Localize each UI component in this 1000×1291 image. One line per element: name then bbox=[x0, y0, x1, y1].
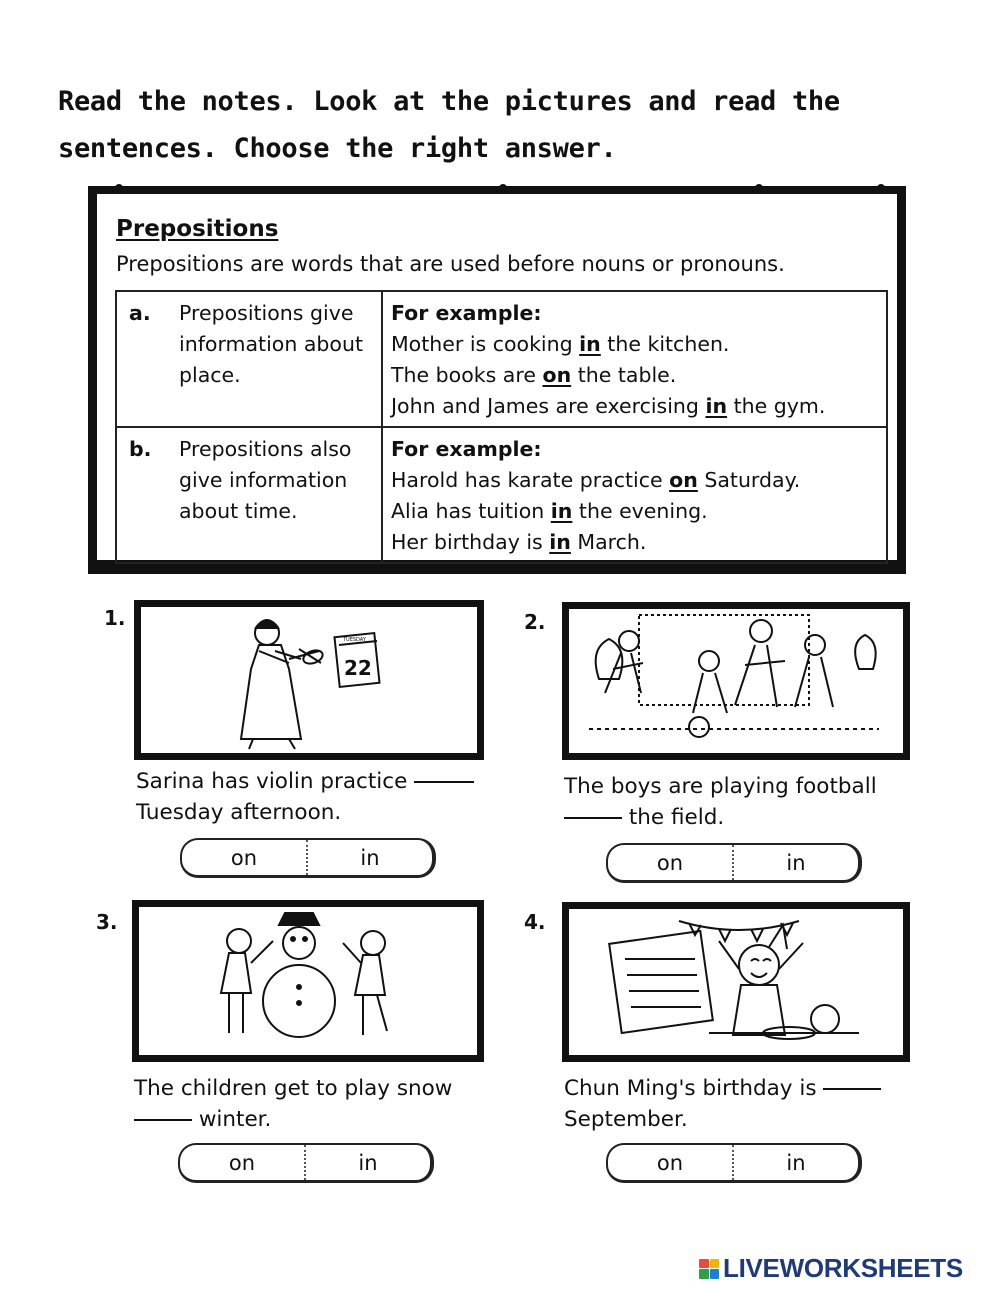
exercise-2-sentence bbox=[564, 771, 904, 833]
exercise-1-sentence bbox=[136, 766, 474, 828]
birthday-boy-illustration bbox=[569, 909, 903, 1055]
exercise-3-number: 3. bbox=[96, 910, 118, 934]
notes-title: Prepositions bbox=[116, 216, 279, 242]
example-heading: For example: bbox=[391, 437, 542, 461]
sentence-line: Sarina has violin practice bbox=[136, 769, 408, 794]
exercise-4-picture bbox=[562, 902, 910, 1062]
example-line: Alia has tuition in the evening. bbox=[391, 499, 708, 523]
exercise-2-picture bbox=[562, 602, 910, 760]
instructions-line-2: sentences. Choose the right answer. bbox=[58, 133, 617, 164]
violin-girl-illustration bbox=[141, 607, 477, 753]
row-examples bbox=[382, 427, 887, 563]
example-line: Harold has karate practice on Saturday. bbox=[391, 468, 801, 492]
table-row bbox=[116, 291, 887, 427]
option-in-button[interactable]: in bbox=[732, 845, 858, 880]
desc-line: about time. bbox=[179, 499, 298, 523]
sentence-line: the field. bbox=[628, 805, 725, 830]
example-line: Her birthday is in March. bbox=[391, 530, 647, 554]
instructions bbox=[58, 78, 858, 172]
option-on-button[interactable]: on bbox=[228, 1150, 256, 1175]
example-line: John and James are exercising in the gym. bbox=[391, 394, 826, 418]
sentence-line: Tuesday afternoon. bbox=[136, 800, 342, 825]
option-in-button[interactable]: in bbox=[304, 1145, 430, 1180]
answer-blank bbox=[823, 1088, 881, 1090]
notes-board bbox=[88, 186, 906, 574]
sentence-line: Chun Ming's birthday is bbox=[564, 1076, 817, 1101]
exercise-1-choices bbox=[180, 838, 436, 878]
exercise-4-sentence bbox=[564, 1073, 910, 1135]
answer-blank bbox=[134, 1119, 192, 1121]
calendar-month: TUESDAY bbox=[343, 637, 366, 643]
row-label: b. bbox=[116, 427, 173, 563]
prepositions-table bbox=[115, 290, 888, 564]
desc-line: give information bbox=[179, 468, 348, 492]
snowman-children-illustration bbox=[139, 907, 477, 1055]
answer-blank bbox=[414, 781, 474, 783]
table-row bbox=[116, 427, 887, 563]
pin-icon bbox=[755, 184, 763, 192]
example-line: The books are on the table. bbox=[391, 363, 677, 387]
pin-icon bbox=[115, 184, 123, 192]
brand-name: LIVEWORKSHEETS bbox=[723, 1253, 963, 1283]
exercise-2-number: 2. bbox=[524, 610, 546, 634]
desc-line: information about bbox=[179, 332, 363, 356]
sentence-line: winter. bbox=[198, 1107, 272, 1132]
exercise-3-picture bbox=[132, 900, 484, 1062]
example-line: Mother is cooking in the kitchen. bbox=[391, 332, 730, 356]
pin-icon bbox=[877, 184, 885, 192]
desc-line: Prepositions also bbox=[179, 437, 352, 461]
exercise-1-number: 1. bbox=[104, 606, 126, 630]
football-boys-illustration bbox=[569, 609, 903, 753]
row-examples bbox=[382, 291, 887, 427]
sentence-line: The boys are playing football bbox=[564, 774, 877, 799]
calendar-day: 22 bbox=[344, 656, 372, 680]
notes-description: Prepositions are words that are used before nouns or pronouns. bbox=[116, 252, 785, 276]
option-in-button[interactable]: in bbox=[306, 840, 432, 875]
exercise-1-picture bbox=[134, 600, 484, 760]
desc-line: Prepositions give bbox=[179, 301, 354, 325]
exercise-2-choices bbox=[606, 843, 862, 883]
option-in-button[interactable]: in bbox=[732, 1145, 858, 1180]
pin-icon bbox=[499, 184, 507, 192]
sentence-line: September. bbox=[564, 1107, 688, 1132]
exercise-4-choices bbox=[606, 1143, 862, 1183]
option-on-button[interactable]: on bbox=[656, 850, 684, 875]
desc-line: place. bbox=[179, 363, 241, 387]
example-heading: For example: bbox=[391, 301, 542, 325]
instructions-line-1: Read the notes. Look at the pictures and read the bbox=[58, 86, 840, 117]
answer-blank bbox=[564, 817, 622, 819]
row-description bbox=[173, 427, 382, 563]
option-on-button[interactable]: on bbox=[656, 1150, 684, 1175]
liveworksheets-logo bbox=[699, 1253, 963, 1284]
row-label: a. bbox=[116, 291, 173, 427]
exercise-4-number: 4. bbox=[524, 910, 546, 934]
row-description bbox=[173, 291, 382, 427]
exercise-3-choices bbox=[178, 1143, 434, 1183]
brand-logo-icon bbox=[699, 1259, 719, 1279]
exercise-3-sentence bbox=[134, 1073, 480, 1135]
sentence-line: The children get to play snow bbox=[134, 1076, 453, 1101]
option-on-button[interactable]: on bbox=[230, 845, 258, 870]
